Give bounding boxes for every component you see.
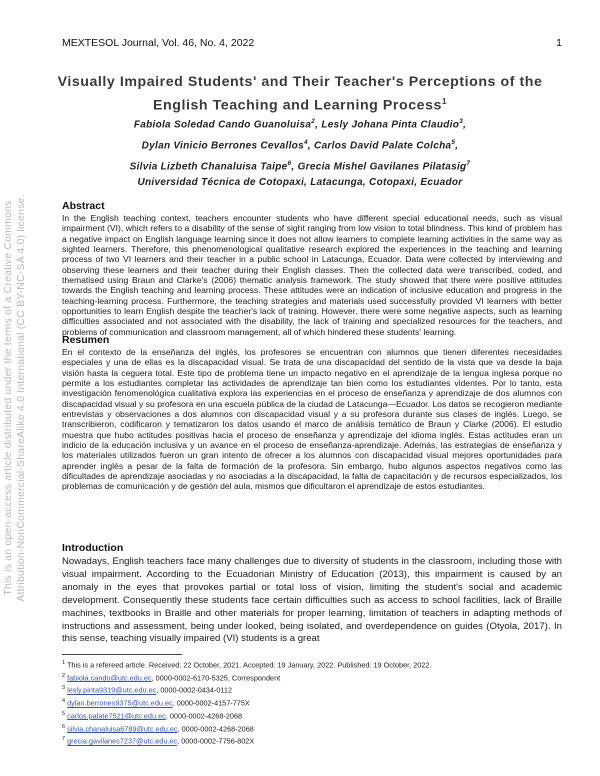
- abstract-text: In the English teaching context, teachers encounter students who have different special educational needs, such as visual impairment (VI), which refers to a disability of the sense of sight ranging from low vision to total blindness. This kind of problem has a negative impact on English language learning since it does not allow learners to complete learning activities in the same way as sighted learners. Therefore, this phenomenological qualitative research explored the experiences in the teaching and learning process of two VI learners and their teacher in a public school in Latacunga, Ecuador. Data were collected by interviewing and observing these learners and their teacher during their English classes. Then the collected data were transcribed, coded, and thematised using Braun and Clarke's (2006) thematic analysis framework. The study showed that there were positive attitudes towards the English teaching and learning process. These attitudes were an indication of inclusive education and progress in the teaching-learning process. Furthermore, the teaching strategies and materials used successfully provided VI learners with better opportunities to learn English despite the teacher's lack of training. However, there were some negative aspects, such as learning difficulties associated and not associated with the disability, the lack of training and specialized resources for the teachers, and problems of communication and classroom management, all of which hindered these students' learning.: [62, 213, 562, 337]
- journal-citation: MEXTESOL Journal, Vol. 46, No. 4, 2022: [62, 37, 255, 49]
- email-link[interactable]: lesly.pinta9319@utc.edu.ec: [67, 685, 157, 695]
- footnote: $^2$ fabiola.cando@utc.edu.ec, 0000-0002-6170-5325, Correspondent: [62, 672, 281, 683]
- license-watermark: [0, 0, 30, 776]
- article-title: [40, 72, 560, 116]
- page-number: 1: [556, 37, 562, 49]
- email-link[interactable]: carlos.palate7521@utc.edu.ec: [67, 711, 166, 721]
- email-link[interactable]: silvia.chanaluisa6789@utc.edu.ec: [67, 724, 178, 734]
- author-name: Carlos David Palate Colcha: [314, 140, 452, 152]
- author-row: Dylan Vinicio Berrones Cevallos$^4$, Carlos David Palate Colcha$^5$,: [141, 138, 459, 152]
- author-name: Lesly Johana Pinta Claudio: [321, 119, 460, 131]
- footnote: $^3$ lesly.pinta9319@utc.edu.ec, 0000-0002-0434-0112: [62, 685, 233, 695]
- title-line-2: English Teaching and Learning Process$^1$: [153, 97, 447, 114]
- author-name: Fabiola Soledad Cando Guanoluisa: [133, 119, 312, 131]
- resumen-heading: Resumen: [62, 334, 110, 346]
- license-line-1: This is an open-access article distributed under the terms of a Creative Commons: [2, 200, 14, 596]
- email-link[interactable]: fabiola.cando@utc.edu.ec: [67, 673, 152, 683]
- author-name: Silvia Lizbeth Chanaluisa Taipe: [129, 160, 288, 172]
- email-link[interactable]: grecia.gavilanes7237@utc.edu.ec: [67, 736, 178, 746]
- email-link[interactable]: dylan.berrones9375@utc.edu.ec: [67, 698, 173, 708]
- title-line-1: Visually Impaired Students' and Their Teacher's Perceptions of the: [57, 74, 543, 90]
- footnote: $^1$ This is a refereed article. Received: 22 October, 2021. Accepted: 19 January, 2022. Published: 19 October, 2022.: [62, 660, 432, 670]
- author-name: Dylan Vinicio Berrones Cevallos: [141, 140, 304, 152]
- footnote: $^5$ carlos.palate7521@utc.edu.ec, 0000-0002-4268-2068: [62, 710, 243, 721]
- author-name: Grecia Mishel Gavilanes Pilatasig: [297, 160, 467, 172]
- footnote-divider: [62, 654, 182, 655]
- author-list: [40, 113, 560, 175]
- footnote: $^4$ dylan.berrones9375@utc.edu.ec, 0000-0002-4157-775X: [62, 698, 250, 708]
- footnote: $^7$ grecia.gavilanes7237@utc.edu.ec, 0000-0002-7756-802X: [62, 736, 255, 746]
- footnotes: [62, 658, 562, 747]
- abstract-heading: Abstract: [62, 200, 105, 212]
- title-footnote-mark: 1: [441, 97, 447, 106]
- author-row: Silvia Lizbeth Chanaluisa Taipe$^6$, Grecia Mishel Gavilanes Pilatasig$^7$: [129, 159, 471, 172]
- introduction-text: Nowadays, English teachers face many challenges due to diversity of students in the classroom, including those with visual impairment. According to the Ecuadorian Ministry of Education (2013), this impairment is caused by an anomaly in the eyes that provokes partial or total loss of vision, limiting the student's social and academic development. Consequently these students face certain difficulties such as access to school facilities, lack of Braille machines, textbooks in Braille and other materials for proper learning, limitation of teachers in adapting methods of instructions and assessment, being under looked, being isolated, and overdependence on guides (Otyola, 2017). In this sense, teaching visually impaired (VI) students is a great: [62, 556, 562, 645]
- license-line-2: Attribution-NonCommercial-ShareAlike 4.0 International (CC BY-NC-SA 4.0) license.: [15, 194, 27, 602]
- footnote: $^6$ silvia.chanaluisa6789@utc.edu.ec, 0000-0002-4268-2068: [62, 723, 254, 734]
- affiliation: Universidad Técnica de Cotopaxi, Latacunga, Cotopaxi, Ecuador: [137, 177, 463, 188]
- introduction-heading: Introduction: [62, 542, 124, 554]
- resumen-text: En el contexto de la enseñanza del inglés, los profesores se encuentran con alumnos que tienen diferentes necesidades especiales y una de ellas es la discapacidad visual. Se trata de una discapacidad del sentido de la vista que va desde la baja visión hasta la ceguera total. Este tipo de problema tiene un impacto negativo en el aprendizaje de la lengua inglesa porque no permite a los estudiantes completar las actividades de aprendizaje tan bien como los estudiantes videntes. Por lo tanto, esta investigación fenomenológica cualitativa explora las experiencias en el proceso de enseñanza y aprendizaje de dos alumnos con discapacidad visual y su profesora en una escuela pública de la ciudad de Latacunga—Ecuador. Los datos se recogieron mediante entrevistas y observaciones a dos alumnos con discapacidad visual y a su profesora durante sus clases de inglés. Luego, se transcribieron, codificaron y tematizaron los datos usando el marco de análisis temático de Braun y Clarke (2006). El estudio muestra que hubo actitudes positivas hacia el proceso de enseñanza y aprendizaje del idioma inglés. Estas actitudes eran un indicio de la educación inclusiva y un avance en el proceso de enseñanza-aprendizaje. Además, las estrategias de enseñanza y los materiales utilizados fueron un gran intento de ofrecer a los alumnos con discapacidad visual mejores oportunidades para aprender inglés a pesar de la falta de formación de la profesora. Sin embargo, hubo algunos aspectos negativos como las dificultades de aprendizaje asociadas y no asociadas a la discapacidad, la falta de capacitación y de recursos especializados, los problemas de comunicación y de gestión del aula, mismos que dificultaron el aprendizaje de estos estudiantes.: [62, 347, 562, 492]
- author-row: Fabiola Soledad Cando Guanoluisa$^2$, Lesly Johana Pinta Claudio$^3$,: [133, 118, 467, 131]
